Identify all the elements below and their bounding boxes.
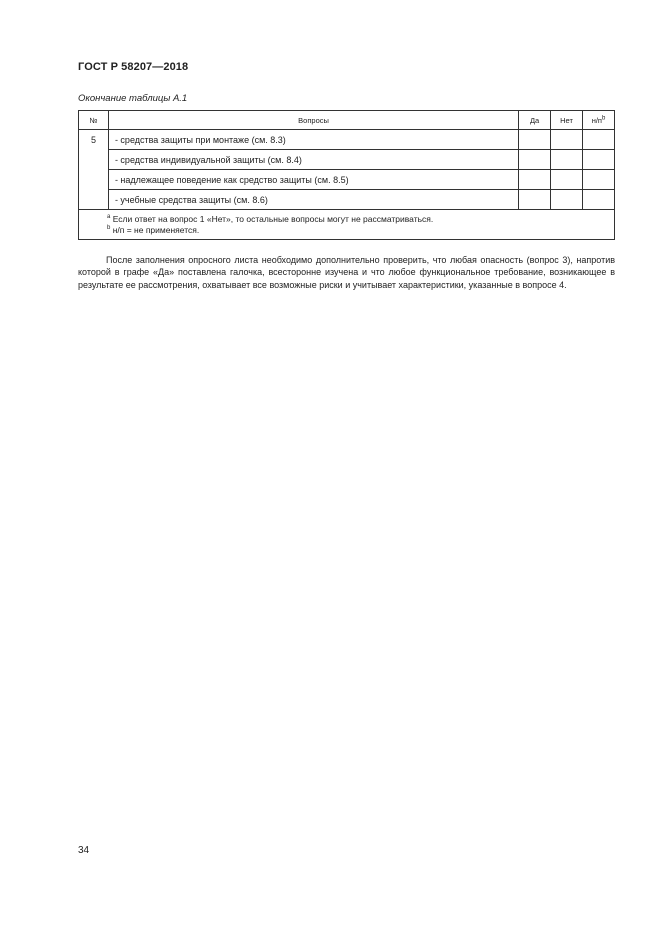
table-notes [79, 210, 615, 240]
answer-na-cell [583, 190, 615, 210]
table-row [79, 130, 615, 150]
paragraph-text: После заполнения опросного листа необходимо дополнительно проверить, что любая опасность (вопрос 3), напротив которой в графе «Да» поставлена галочка, всесторонне изучена и что любое функциональное требование, возникающее в результате ее рассмотрения, охватывает все возможные риски и учитывает характеристики, указанные в вопросе 4. [78, 255, 615, 290]
questionnaire-table [78, 110, 615, 240]
footnote-mark: a [107, 214, 111, 221]
table-notes-row [79, 210, 615, 240]
answer-yes-cell [519, 170, 551, 190]
col-header-na [583, 111, 615, 130]
answer-no-cell [551, 190, 583, 210]
row-number: 5 [79, 130, 109, 210]
table-row [79, 190, 615, 210]
question-cell: - средства индивидуальной защиты (см. 8.4) [108, 150, 518, 170]
table-header-row [79, 111, 615, 130]
answer-na-cell [583, 130, 615, 150]
footnote-text: н/п = не применяется. [110, 225, 200, 235]
table-caption: Окончание таблицы А.1 [78, 93, 188, 104]
col-header-na-mark: b [601, 115, 606, 121]
answer-yes-cell [519, 130, 551, 150]
document-header: ГОСТ Р 58207—2018 [78, 61, 189, 73]
col-header-num: № [79, 111, 109, 130]
answer-no-cell [551, 170, 583, 190]
answer-na-cell [583, 150, 615, 170]
footnote-text: Если ответ на вопрос 1 «Нет», то остальные вопросы могут не рассматриваться. [110, 214, 434, 224]
col-header-no: Нет [551, 111, 583, 130]
question-cell: - учебные средства защиты (см. 8.6) [108, 190, 518, 210]
body-paragraph [78, 254, 615, 291]
answer-yes-cell [519, 150, 551, 170]
footnote-b [107, 225, 614, 236]
question-cell: - средства защиты при монтаже (см. 8.3) [108, 130, 518, 150]
answer-na-cell [583, 170, 615, 190]
col-header-yes: Да [519, 111, 551, 130]
page-number: 34 [78, 845, 90, 856]
footnote-mark: b [107, 225, 111, 232]
table-row [79, 150, 615, 170]
footnote-a [107, 214, 614, 225]
table-row [79, 170, 615, 190]
answer-no-cell [551, 150, 583, 170]
question-cell: - надлежащее поведение как средство защиты (см. 8.5) [108, 170, 518, 190]
answer-no-cell [551, 130, 583, 150]
col-header-na-label: н/п [591, 115, 602, 125]
col-header-questions: Вопросы [108, 111, 518, 130]
answer-yes-cell [519, 190, 551, 210]
